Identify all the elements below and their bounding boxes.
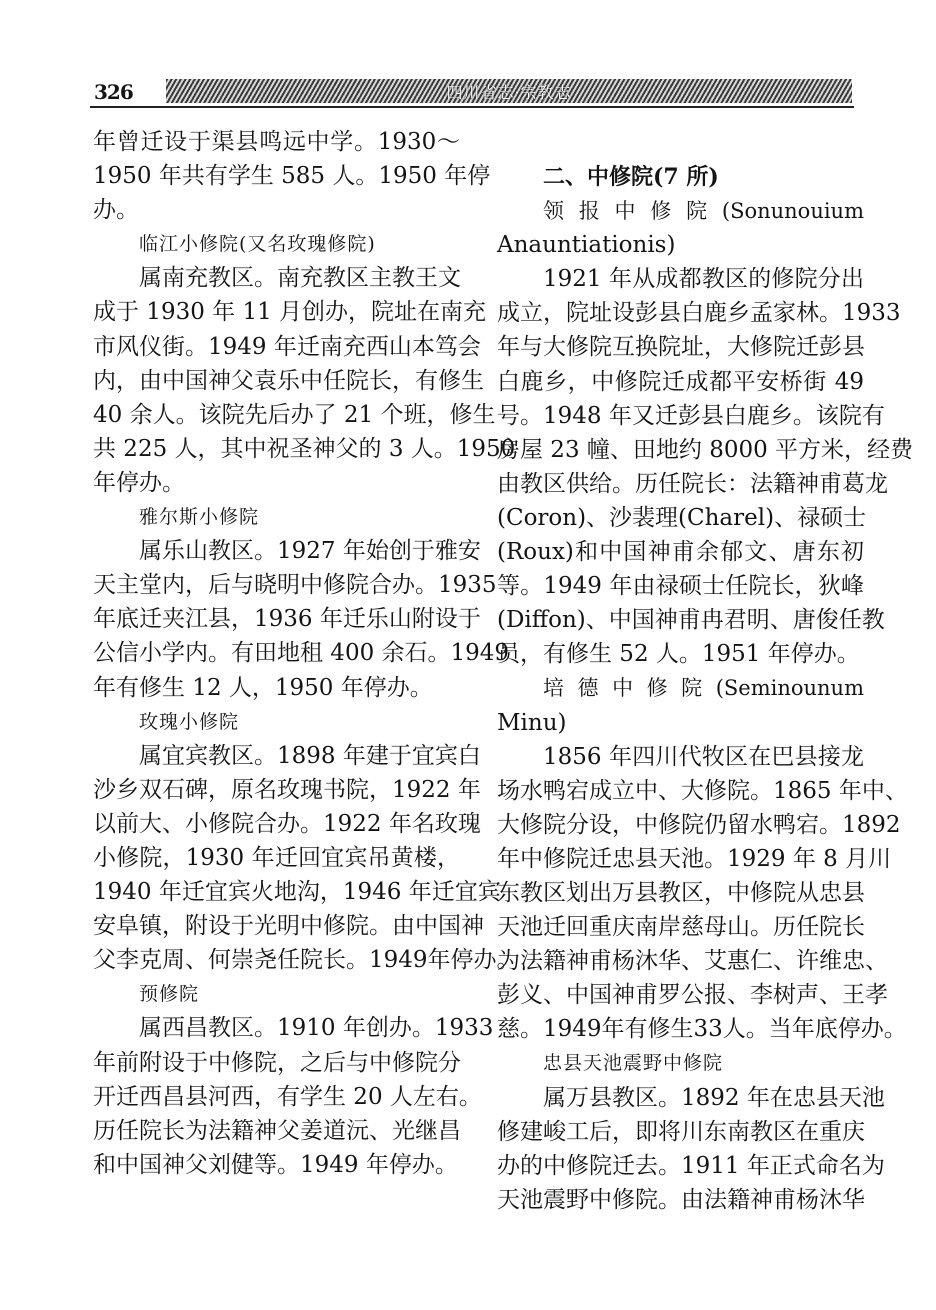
section-heading: 领报中修院(Sonunouium [543, 199, 864, 224]
text-line: 公信小学内。有田地租 400 余石。1949 [93, 640, 510, 667]
section-heading: 玫瑰小修院 [139, 710, 240, 733]
text-line: 安阜镇，附设于光明中修院。由中国神 [93, 913, 484, 940]
text-line: 年中修院迁忠县天池。1929 年 8 月川 [497, 845, 892, 872]
text-line: 年停办。 [93, 469, 185, 496]
text-line: 年与大修院互换院址，大修院迁彭县 [497, 334, 865, 361]
text-line: 小修院，1930 年迁回宜宾吊黄楼， [93, 844, 460, 871]
text-line: 开迁西昌县河西，有学生 20 人左右。 [93, 1083, 482, 1110]
text-line: Anauntiationis) [497, 232, 676, 259]
text-line: 天主堂内，后与晓明中修院合办。1935 [93, 572, 497, 599]
book-title: 四川省志·宗教志 [446, 83, 572, 102]
text-line: (Coron)、沙裴理(Charel)、禄硕士 [497, 504, 867, 531]
text-line: 1940 年迁宜宾火地沟，1946 年迁宜宾 [93, 879, 501, 906]
text-line: 成于 1930 年 11 月创办，院址在南充 [93, 299, 487, 326]
section-heading: 雅尔斯小修院 [139, 506, 260, 529]
text-line: 以前大、小修院合办。1922 年名玫瑰 [93, 810, 481, 837]
text-line: 等。1949 年由禄硕士任院长，狄峰 [497, 573, 864, 600]
text-line: 为法籍神甫杨沐华、艾惠仁、许维忠、 [497, 948, 888, 975]
text-line: 1921 年从成都教区的修院分出 [543, 266, 864, 293]
text-line: 号。1948 年又迁彭县白鹿乡。该院有 [497, 402, 885, 429]
text-line: 属万县教区。1892 年在忠县天池 [543, 1084, 885, 1111]
text-line: 和中国神父刘健等。1949 年停办。 [93, 1151, 458, 1178]
text-line: 年曾迁设于渠县鸣远中学。1930～ [93, 129, 460, 155]
header-banner [166, 79, 852, 103]
text-line: 市风仪街。1949 年迁南充西山本笃会 [93, 333, 481, 360]
section-heading: 忠县天池震野中修院 [543, 1052, 724, 1075]
text-line: 属乐山教区。1927 年始创于雅安 [139, 538, 481, 565]
text-line: 属宜宾教区。1898 年建于宜宾白 [139, 742, 481, 769]
section-heading: 培德中修院(Seminounum [543, 676, 864, 701]
text-line: 40 余人。该院先后办了 21 个班，修生 [93, 401, 496, 428]
text-line: 历任院长为法籍神父姜道沅、光继昌 [93, 1117, 461, 1144]
section-heading: 二、中修院(7 所) [543, 164, 719, 190]
text-line: 东教区划出万县教区，中修院从忠县 [497, 879, 865, 906]
left-column [93, 125, 520, 1182]
text-line: 成立，院址设彭县白鹿乡孟家林。1933 [497, 300, 901, 327]
text-line: 修建峻工后，即将川东南教区在重庆 [497, 1118, 865, 1145]
text-line: 场水鸭宕成立中、大修院。1865 年中、 [497, 777, 908, 804]
text-line: 慈。1949年有修生33人。当年底停办。 [497, 1016, 907, 1043]
header-rule [90, 106, 854, 108]
text-line: 办的中修院迁去。1911 年正式命名为 [497, 1152, 885, 1179]
text-line: 内，由中国神父袁乐中任院长，有修生 [93, 367, 484, 394]
text-line: 父李克周、何崇尧任院长。1949年停办。 [93, 947, 520, 974]
text-line: 天池震野中修院。由法籍神甫杨沐华 [497, 1186, 865, 1213]
text-line: 办。 [93, 197, 139, 224]
text-line: 大修院分设，中修院仍留水鸭宕。1892 [497, 811, 901, 838]
text-line: (Diffon)、中国神甫冉君明、唐俊任教 [497, 607, 885, 634]
text-line: 年有修生 12 人，1950 年停办。 [93, 674, 433, 701]
text-line: 共 225 人，其中祝圣神父的 3 人。1950 [93, 435, 516, 462]
section-heading: 临江小修院(又名玫瑰修院) [139, 233, 376, 256]
text-line: 沙乡双石碑，原名玫瑰书院，1922 年 [93, 776, 481, 803]
text-line: 属南充教区。南充教区主教王文 [139, 265, 461, 292]
right-column [497, 160, 914, 1217]
text-line: 白鹿乡，中修院迁成都平安桥街 49 [497, 368, 864, 395]
text-line: 属西昌教区。1910 年创办。1933 [139, 1015, 494, 1042]
text-line: 1856 年四川代牧区在巴县接龙 [543, 743, 864, 770]
text-line: Minu) [497, 709, 567, 736]
text-line: 1950 年共有学生 585 人。1950 年停 [93, 163, 491, 190]
text-line: 彭义、中国神甫罗公报、李树声、王孝 [497, 982, 888, 1009]
text-line: 天池迁回重庆南岸慈母山。历任院长 [497, 914, 865, 941]
section-heading: 预修院 [139, 983, 200, 1006]
text-line: (Roux)和中国神甫余郁文、唐东初 [497, 539, 864, 566]
text-line: 年前附设于中修院，之后与中修院分 [93, 1049, 461, 1076]
text-line: 员，有修生 52 人。1951 年停办。 [497, 641, 860, 668]
text-line: 房屋 23 幢、田地约 8000 平方米，经费 [497, 436, 914, 463]
page-number: 326 [94, 80, 133, 104]
text-line: 年底迁夹江县，1936 年迁乐山附设于 [93, 606, 481, 633]
text-line: 由教区供给。历任院长：法籍神甫葛龙 [497, 470, 888, 497]
